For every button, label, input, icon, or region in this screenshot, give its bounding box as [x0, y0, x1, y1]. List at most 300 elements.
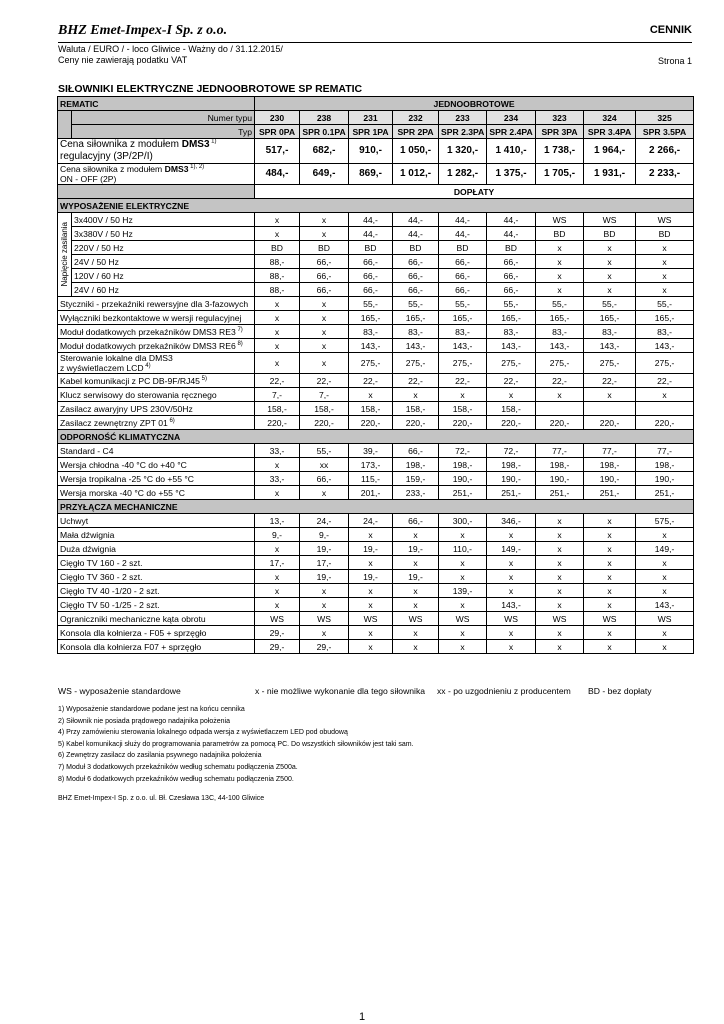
doplaty-label: DOPŁATY	[255, 185, 694, 199]
type-number: 234	[487, 111, 536, 125]
price-cell: 17,-	[255, 556, 300, 570]
price-cell: x	[393, 556, 439, 570]
price-cell: 143,-	[636, 598, 694, 612]
type-number: 323	[536, 111, 584, 125]
price-cell: x	[584, 584, 636, 598]
numer-typu-label: Numer typu	[72, 111, 255, 125]
price-cell: 9,-	[255, 528, 300, 542]
type-name: SPR 0PA	[255, 125, 300, 139]
price-cell: 275,-	[439, 353, 487, 374]
price-cell: BD	[393, 241, 439, 255]
price-cell: x	[349, 626, 393, 640]
price-cell: x	[536, 556, 584, 570]
table-row	[58, 339, 694, 353]
row-label-text: Styczniki - przekaźniki rewersyjne dla 3-fazowych	[60, 298, 249, 309]
footnote: 5) Kabel komunikacji służy do programowania parametrów za pomocą PC. Do wszystkich siłowników jest taki sam.	[58, 740, 414, 748]
price-cell: 251,-	[536, 486, 584, 500]
price-cell: 165,-	[439, 311, 487, 325]
price-cell: 275,-	[536, 353, 584, 374]
price-cell: 66,-	[487, 283, 536, 297]
price-cell: 220,-	[349, 416, 393, 430]
price-cell: 66,-	[393, 269, 439, 283]
price-cell: 66,-	[349, 269, 393, 283]
price-cell: x	[439, 640, 487, 654]
price-cell: 220,-	[487, 416, 536, 430]
type-number: 231	[349, 111, 393, 125]
row-label	[58, 374, 255, 388]
price-cell: 83,-	[584, 325, 636, 339]
price-cell: x	[393, 640, 439, 654]
price-cell: 251,-	[439, 486, 487, 500]
row-label-text: 3x400V / 50 Hz	[74, 214, 133, 225]
row-label-text: 220V / 50 Hz	[74, 242, 124, 253]
price-cell: x	[536, 514, 584, 528]
price-cell: 165,-	[536, 311, 584, 325]
row-label	[72, 227, 255, 241]
base-price: 2 266,-	[636, 139, 694, 164]
price-cell: 17,-	[300, 556, 349, 570]
price-cell: x	[536, 542, 584, 556]
price-cell: x	[439, 528, 487, 542]
price-cell: 575,-	[636, 514, 694, 528]
price-cell: x	[300, 227, 349, 241]
base-price: 869,-	[349, 164, 393, 185]
price-cell: 190,-	[439, 472, 487, 486]
footnote: 4) Przy zamówieniu sterowania lokalnego odpada wersja z wyświetlaczem LED pod obudową	[58, 729, 348, 737]
type-name: SPR 3.4PA	[584, 125, 636, 139]
price-cell: WS	[487, 612, 536, 626]
typ-label: Typ	[72, 125, 255, 139]
type-name: SPR 3PA	[536, 125, 584, 139]
row-label-text: Uchwyt	[60, 515, 89, 526]
table-row	[58, 241, 694, 255]
price-cell: 22,-	[536, 374, 584, 388]
row-label-text: Cięgło TV 50 -1/25 - 2 szt.	[60, 599, 160, 610]
price-cell: 66,-	[300, 283, 349, 297]
base-price: 1 320,-	[439, 139, 487, 164]
row-label-text: Zasilacz awaryjny UPS 230V/50Hz	[60, 403, 193, 414]
price-cell: 66,-	[300, 472, 349, 486]
price-cell: x	[487, 584, 536, 598]
base-price: 1 410,-	[487, 139, 536, 164]
price-cell: 33,-	[255, 472, 300, 486]
price-cell: 165,-	[636, 311, 694, 325]
price-cell: x	[393, 598, 439, 612]
type-name: SPR 2PA	[393, 125, 439, 139]
price-cell: 251,-	[487, 486, 536, 500]
price-cell: 66,-	[393, 444, 439, 458]
price-cell: 143,-	[393, 339, 439, 353]
price-cell: 22,-	[636, 374, 694, 388]
price-cell: x	[536, 388, 584, 402]
footnote-ref: 7)	[235, 326, 243, 333]
base-price: 2 233,-	[636, 164, 694, 185]
price-cell: 159,-	[393, 472, 439, 486]
price-cell: 198,-	[487, 458, 536, 472]
footnote-ref: 1)	[209, 138, 217, 145]
legend-xx: xx - po uzgodnieniu z producentem	[437, 686, 571, 696]
price-cell: 66,-	[439, 255, 487, 269]
table-row	[58, 388, 694, 402]
price-cell: WS	[636, 612, 694, 626]
row-label-text: Moduł dodatkowych przekaźników DMS3 RE6	[60, 340, 236, 351]
page-number: 1	[358, 1011, 366, 1023]
row-label-text: 24V / 60 Hz	[74, 284, 119, 295]
price-cell: 275,-	[349, 353, 393, 374]
price-cell: BD	[487, 241, 536, 255]
table-row	[58, 353, 694, 374]
price-cell: x	[393, 584, 439, 598]
row-label-text: Klucz serwisowy do sterowania ręcznego	[60, 389, 217, 400]
row-label-text: Standard - C4	[60, 445, 114, 456]
price-cell: 55,-	[439, 297, 487, 311]
price-cell: 19,-	[393, 570, 439, 584]
price-cell: 300,-	[439, 514, 487, 528]
row-label	[72, 213, 255, 227]
price-cell: x	[487, 626, 536, 640]
price-cell: x	[349, 528, 393, 542]
price-cell: x	[584, 283, 636, 297]
brand-cell: REMATIC	[58, 97, 255, 111]
price-cell: BD	[584, 227, 636, 241]
price-cell: 83,-	[636, 325, 694, 339]
price-cell: x	[300, 584, 349, 598]
price-cell: 13,-	[255, 514, 300, 528]
row-label-text: Wyłączniki bezkontaktowe w wersji regulacyjnej	[60, 312, 242, 323]
price-cell: 66,-	[487, 255, 536, 269]
type-number: 238	[300, 111, 349, 125]
price-cell: 55,-	[349, 297, 393, 311]
price-cell: x	[349, 640, 393, 654]
doplaty-blank	[58, 185, 255, 199]
price-cell: x	[393, 528, 439, 542]
footnote: 1) Wyposażenie standardowe podane jest na końcu cennika	[58, 706, 245, 713]
price-cell: 149,-	[487, 542, 536, 556]
price-cell: x	[255, 311, 300, 325]
table-row	[58, 556, 694, 570]
price-cell: x	[584, 556, 636, 570]
price-cell: 66,-	[393, 514, 439, 528]
price-cell: 19,-	[393, 542, 439, 556]
footer-address: BHZ Emet-Impex-I Sp. z o.o. ul. Bł. Czesława 13C, 44-100 Gliwice	[58, 795, 265, 802]
row-label	[58, 556, 255, 570]
price-cell: x	[636, 528, 694, 542]
base-price-row	[58, 139, 694, 164]
price-cell: 22,-	[255, 374, 300, 388]
type-name: SPR 1PA	[349, 125, 393, 139]
price-cell: 22,-	[393, 374, 439, 388]
price-cell: 55,-	[584, 297, 636, 311]
price-cell: 66,-	[439, 283, 487, 297]
price-cell: 24,-	[300, 514, 349, 528]
price-cell: BD	[536, 227, 584, 241]
base-price: 1 931,-	[584, 164, 636, 185]
section-mechanical: PRZYŁĄCZA MECHANICZNE	[58, 500, 694, 514]
footnote: 8) Moduł 6 dodatkowych przekaźników według schematu podłączenia Z500.	[58, 775, 294, 783]
price-cell: BD	[636, 227, 694, 241]
base-price: 1 705,-	[536, 164, 584, 185]
price-cell: x	[584, 241, 636, 255]
price-cell: x	[349, 556, 393, 570]
price-cell: 275,-	[393, 353, 439, 374]
row-label	[58, 640, 255, 654]
price-cell: x	[487, 640, 536, 654]
legend	[58, 686, 698, 698]
price-cell: 275,-	[584, 353, 636, 374]
voltage-group-label	[58, 213, 72, 297]
price-cell: 346,-	[487, 514, 536, 528]
table-row	[58, 374, 694, 388]
table-row	[58, 458, 694, 472]
table-row	[58, 227, 694, 241]
price-cell: x	[439, 556, 487, 570]
page-header	[58, 22, 692, 43]
price-cell: 19,-	[349, 570, 393, 584]
price-cell: x	[536, 626, 584, 640]
base-price-row	[58, 164, 694, 185]
price-cell: 190,-	[584, 472, 636, 486]
price-cell: x	[636, 255, 694, 269]
price-cell: WS	[300, 612, 349, 626]
price-cell: 19,-	[349, 542, 393, 556]
type-number: 233	[439, 111, 487, 125]
table-row	[58, 283, 694, 297]
row-label	[58, 514, 255, 528]
base-price: 517,-	[255, 139, 300, 164]
price-cell: 110,-	[439, 542, 487, 556]
price-cell: x	[487, 570, 536, 584]
price-cell: 66,-	[300, 269, 349, 283]
type-number: 325	[636, 111, 694, 125]
footnote-ref: 8)	[235, 340, 243, 347]
price-cell: 149,-	[636, 542, 694, 556]
row-label-text: Mała dźwignia	[60, 529, 115, 540]
price-cell: 55,-	[536, 297, 584, 311]
price-cell: 275,-	[636, 353, 694, 374]
price-cell: x	[255, 213, 300, 227]
price-cell: 190,-	[487, 472, 536, 486]
price-cell: x	[300, 626, 349, 640]
price-cell: 158,-	[439, 402, 487, 416]
price-cell: 44,-	[439, 227, 487, 241]
row-label-text-2: z wyświetlaczem LCD	[60, 363, 144, 373]
price-cell: x	[393, 388, 439, 402]
price-cell: 143,-	[439, 339, 487, 353]
row-label-text: 120V / 60 Hz	[74, 270, 124, 281]
price-cell: x	[584, 255, 636, 269]
price-label-text-2: ON - OFF (2P)	[60, 174, 117, 184]
price-cell: 275,-	[487, 353, 536, 374]
row-label-text: Cięgło TV 160 - 2 szt.	[60, 557, 143, 568]
price-cell: x	[536, 528, 584, 542]
price-cell: 251,-	[636, 486, 694, 500]
price-cell: 66,-	[349, 283, 393, 297]
price-cell: 220,-	[393, 416, 439, 430]
price-cell: x	[584, 542, 636, 556]
type-number: 324	[584, 111, 636, 125]
base-price: 1 964,-	[584, 139, 636, 164]
footnote-ref: 4)	[143, 363, 151, 370]
price-cell: x	[584, 598, 636, 612]
price-cell: 44,-	[487, 227, 536, 241]
price-cell: 66,-	[439, 269, 487, 283]
price-cell: WS	[349, 612, 393, 626]
price-cell: x	[487, 556, 536, 570]
price-cell: 88,-	[255, 255, 300, 269]
price-cell: x	[349, 388, 393, 402]
price-cell	[536, 402, 584, 416]
row-label	[58, 311, 255, 325]
price-cell: 88,-	[255, 283, 300, 297]
table-row	[58, 297, 694, 311]
price-cell	[584, 402, 636, 416]
price-cell: 143,-	[536, 339, 584, 353]
row-label-text: Zasilacz zewnętrzny ZPT 01	[60, 417, 168, 428]
table-row	[58, 311, 694, 325]
row-label	[58, 444, 255, 458]
price-cell: WS	[584, 213, 636, 227]
table-row	[58, 514, 694, 528]
price-cell: x	[439, 388, 487, 402]
price-cell: 158,-	[487, 402, 536, 416]
price-cell: x	[255, 458, 300, 472]
price-cell: x	[255, 353, 300, 374]
price-cell: 158,-	[255, 402, 300, 416]
base-price: 1 282,-	[439, 164, 487, 185]
row-label-text: 24V / 50 Hz	[74, 256, 119, 267]
price-cell: x	[255, 297, 300, 311]
price-cell: 198,-	[636, 458, 694, 472]
row-label	[58, 297, 255, 311]
price-cell: WS	[536, 213, 584, 227]
price-cell: 33,-	[255, 444, 300, 458]
price-cell: x	[439, 570, 487, 584]
footnote: 7) Moduł 3 dodatkowych przekaźników według schematu podłączenia Z500a.	[58, 763, 298, 771]
footnote: 6) Zewnętrzy zasilacz do zasilania psywnego nadajnika położenia	[58, 752, 262, 760]
doc-title: CENNIK	[649, 24, 692, 36]
price-cell: x	[584, 640, 636, 654]
currency-line: Waluta / EURO / - loco Gliwice - Ważny do / 31.12.2015/	[58, 44, 283, 54]
price-cell: 24,-	[349, 514, 393, 528]
table-row	[58, 486, 694, 500]
price-cell: 190,-	[636, 472, 694, 486]
price-cell: x	[439, 626, 487, 640]
price-cell: 77,-	[584, 444, 636, 458]
footnote-ref: 5)	[199, 375, 207, 382]
price-cell: 220,-	[439, 416, 487, 430]
price-cell: x	[255, 339, 300, 353]
section-title: SIŁOWNIKI ELEKTRYCZNE JEDNOOBROTOWE SP REMATIC	[58, 83, 363, 95]
price-cell: 198,-	[584, 458, 636, 472]
price-cell: 220,-	[636, 416, 694, 430]
table-row	[58, 528, 694, 542]
price-cell: 44,-	[349, 227, 393, 241]
price-cell: x	[300, 339, 349, 353]
base-price: 1 738,-	[536, 139, 584, 164]
row-label	[58, 542, 255, 556]
price-cell: x	[536, 269, 584, 283]
row-label	[58, 325, 255, 339]
price-cell: x	[636, 241, 694, 255]
price-cell: 72,-	[439, 444, 487, 458]
footnotes	[58, 704, 414, 785]
price-cell: 7,-	[300, 388, 349, 402]
table-row	[58, 269, 694, 283]
row-label	[58, 388, 255, 402]
base-price: 1 012,-	[393, 164, 439, 185]
price-cell: 77,-	[536, 444, 584, 458]
table-row	[58, 416, 694, 430]
price-cell: x	[584, 570, 636, 584]
type-name: SPR 2.3PA	[439, 125, 487, 139]
price-cell: 83,-	[393, 325, 439, 339]
price-cell: x	[536, 283, 584, 297]
price-cell: 44,-	[349, 213, 393, 227]
table-row	[58, 402, 694, 416]
legend-x: x - nie możliwe wykonanie dla tego siłownika	[255, 686, 426, 696]
price-cell: 66,-	[487, 269, 536, 283]
table-row	[58, 472, 694, 486]
row-label	[58, 353, 255, 374]
price-cell: 39,-	[349, 444, 393, 458]
footnote-ref: 1), 2)	[188, 164, 205, 171]
price-cell: 22,-	[349, 374, 393, 388]
row-label	[72, 241, 255, 255]
row-label-text: Sterowanie lokalne dla DMS3	[60, 353, 173, 363]
company-name: BHZ Emet-Impex-I Sp. z o.o.	[58, 23, 228, 38]
price-cell: 190,-	[536, 472, 584, 486]
price-cell: WS	[584, 612, 636, 626]
price-cell: WS	[439, 612, 487, 626]
price-cell: 220,-	[255, 416, 300, 430]
price-cell: BD	[439, 241, 487, 255]
row-label	[58, 339, 255, 353]
price-cell: x	[636, 570, 694, 584]
price-cell: 143,-	[584, 339, 636, 353]
base-price: 649,-	[300, 164, 349, 185]
price-cell: 165,-	[487, 311, 536, 325]
price-cell: 165,-	[584, 311, 636, 325]
row-label	[58, 528, 255, 542]
price-cell: x	[487, 528, 536, 542]
price-cell: x	[536, 255, 584, 269]
price-cell: x	[636, 626, 694, 640]
header-blank	[58, 111, 72, 139]
price-cell: 29,-	[255, 640, 300, 654]
row-label	[72, 269, 255, 283]
price-cell: x	[300, 486, 349, 500]
price-cell: 233,-	[393, 486, 439, 500]
price-cell: 83,-	[439, 325, 487, 339]
base-price-label	[58, 139, 255, 164]
base-price: 1 375,-	[487, 164, 536, 185]
footnote: 2) Siłownik nie posiada prądowego nadajnika położenia	[58, 717, 231, 725]
table-row	[58, 255, 694, 269]
price-cell: 88,-	[255, 269, 300, 283]
price-cell: 55,-	[487, 297, 536, 311]
price-cell: BD	[255, 241, 300, 255]
base-price: 910,-	[349, 139, 393, 164]
row-label	[58, 458, 255, 472]
vat-line: Ceny nie zawierają podatku VAT	[58, 55, 188, 65]
row-label-text: Duża dźwignia	[60, 543, 116, 554]
price-cell: x	[584, 269, 636, 283]
base-price: 682,-	[300, 139, 349, 164]
price-cell: 220,-	[584, 416, 636, 430]
table-row	[58, 612, 694, 626]
price-cell: BD	[300, 241, 349, 255]
row-label-text: Cięgło TV 360 - 2 szt.	[60, 571, 143, 582]
